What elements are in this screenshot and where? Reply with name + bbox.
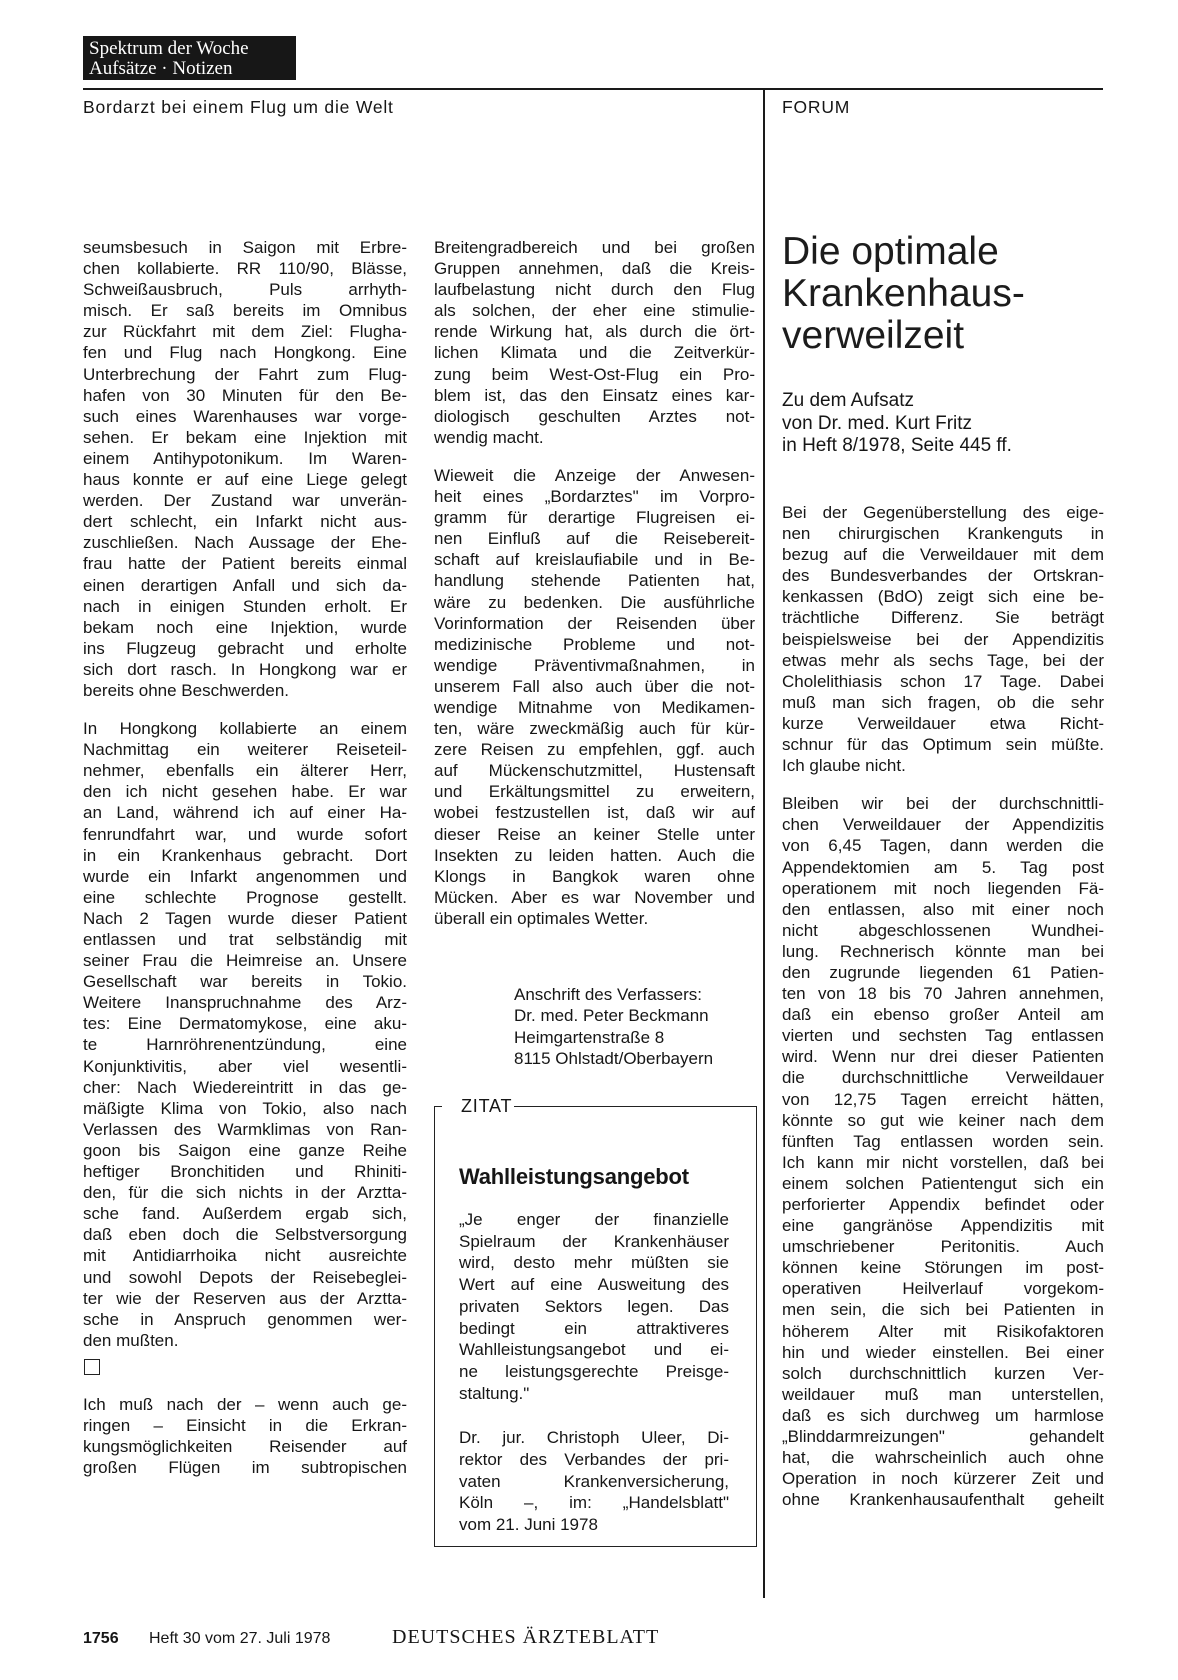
text-line: Gruppen annehmen, daß die Kreis- [434,259,755,279]
paragraph-gap [459,1404,729,1427]
quote-text [459,1209,729,1536]
text-column-1 [83,237,407,1478]
quote-line: Wert auf eine Ausweitung des [459,1275,729,1295]
text-line: des Bundesverbandes der Ortskran- [782,566,1104,586]
text-line: nen Einfluß auf die Reisebereit- [434,529,755,549]
text-line: kungsmöglichkeiten Reisender auf [83,1437,407,1457]
text-line: einem Antihypotonikum. Im Waren- [83,448,407,468]
text-line: chen kollabierte. RR 110/90, Blässe, [83,259,407,279]
text-line: misch. Er saß bereits im Omnibus [83,301,407,321]
text-line: medizinische Probleme und not- [434,634,755,654]
subtitle-line: Zu dem Aufsatz [782,390,915,411]
paragraph-gap [83,701,407,718]
text-line: men sein, die sich bei Patienten in [782,1300,1104,1320]
text-line: muß man sich fragen, ob die sehr [782,692,1104,712]
text-line: Cholelithiasis schon 17 Tage. Dabei [782,671,1104,691]
text-line: handlung stehende Patienten hat, [434,571,755,591]
text-line: cher: Nach Wiedereintritt in das ge- [83,1077,407,1097]
text-line: und Erkältungsmittel zu erweitern, [434,782,755,802]
text-line: unserem Fall also auch über die not- [434,676,755,696]
text-line: bereits ohne Beschwerden. [83,680,290,700]
text-line: wird. Wenn nur drei dieser Patienten [782,1047,1104,1067]
text-line: ter wie der Reserven aus der Arztta- [83,1288,407,1308]
text-line: haus konnte er auf eine Liege gelegt [83,470,407,490]
column-divider [763,88,765,1598]
text-line: die durchschnittliche Verweildauer [782,1068,1104,1088]
text-line: hat, die wahrscheinlich auch ohne [782,1448,1104,1468]
text-line: te Harnröhrenentzündung, eine [83,1035,407,1055]
text-line: an Land, während ich auf einer Ha- [83,803,407,823]
text-line: Nachmittag ein weiterer Reiseteil- [83,740,407,760]
subtitle-line: in Heft 8/1978, Seite 445 ff. [782,435,1012,456]
text-line: Wieweit die Anzeige der Anwesen- [434,465,755,485]
text-line: perforierter Appendix befindet oder [782,1195,1104,1214]
text-line: eine schlechte Prognose gestellt. [83,887,407,907]
text-line: Mücken. Aber es war November und [434,887,755,907]
text-line: umschriebener Peritonitis. Auch [782,1237,1104,1257]
text-line: ten, wäre zweckmäßig auch für kür- [434,719,755,739]
text-line: chen Verweildauer der Appendizitis [782,815,1104,835]
text-line: sehen. Er bekam eine Injektion mit [83,427,407,447]
text-line: goon bis Saigon eine ganze Reihe [83,1140,407,1160]
text-line: Weitere Inanspruchnahme des Arz- [83,993,407,1013]
text-line: den zugrunde liegenden 61 Patien- [782,962,1104,982]
text-line: überall ein optimales Wetter. [434,908,649,928]
text-line: beispielsweise bei der Appendizitis [782,629,1104,649]
text-line: Operation in noch kürzerer Zeit und [782,1469,1104,1489]
text-line: laufbelastung nicht durch den Flug [434,280,755,300]
text-line: könnte so gut wie keiner nach dem [782,1110,1104,1130]
quote-line: privaten Sektors legen. Das [459,1296,729,1316]
quote-line: Spielraum der Krankenhäuser [459,1231,729,1251]
quote-line: ne leistungsgerechte Preisge- [459,1361,729,1381]
section-tag-line1: Spektrum der Woche [89,38,249,59]
text-line: „Blinddarmreizungen" gehandelt [782,1427,1104,1447]
quote-line: Wahlleistungsangebot und ei- [459,1340,729,1360]
text-line: heit eines „Bordarztes" im Vorpro- [434,487,755,507]
text-line: zur Rückfahrt mit dem Ziel: Flugha- [83,322,407,342]
text-line: lichen Klimata und die Zeitverkür- [434,343,755,363]
headline-line: verweilzeit [782,314,965,357]
section-tag-line2: Aufsätze · Notizen [89,58,233,79]
text-line: kenkassen (BdO) zeigt sich eine be- [782,587,1104,607]
text-line: operationem mit noch liegenden Fä- [782,878,1104,898]
paragraph-gap [782,776,1104,793]
text-line: Unterbrechung der Fahrt zum Flug- [83,364,407,384]
text-line: als solchen, der eher eine stimulie- [434,301,755,321]
text-line: gramm für derartige Flugreisen ei- [434,508,755,528]
address-line: Anschrift des Verfassers: [514,985,703,1004]
text-line: sche in Anspruch genommen wer- [83,1309,407,1329]
text-column-3 [782,502,1104,1510]
text-line: hafen von 30 Minuten für den Be- [83,385,407,405]
text-line: höherem Alter mit Risikofaktoren [782,1321,1104,1341]
text-line: Schweißausbruch, Puls arrhyth- [83,280,407,300]
text-line: einen derartigen Anfall und sich da- [83,575,407,595]
text-line: tes: Eine Dermatomykose, eine aku- [83,1014,407,1034]
forum-headline [782,231,1025,357]
text-line: wobei festzustellen ist, daß wir auf [434,803,755,823]
headline-line: Krankenhaus- [782,272,1025,315]
text-line: von 12,75 Tagen erreicht hätten, [782,1089,1104,1109]
text-line: frau hatte der Patient bereits einmal [83,554,407,574]
text-line: werden. Der Zustand war unverän- [83,491,407,511]
text-line: können keine Störungen im post- [782,1258,1104,1278]
text-line: Bei der Gegenüberstellung des eige- [782,503,1104,522]
text-line: daß ein ebenso großer Anteil am [782,1005,1104,1025]
text-line: blem ist, das den Einsatz eines kar- [434,385,755,405]
text-line: wäre zu bedenken. Die ausführliche [434,592,755,612]
text-line: ins Flugzeug gebracht und erholte [83,638,407,658]
text-line: zuschließen. Nach Aussage der Ehe- [83,533,407,553]
text-line: Verlassen des Warmklimas von Ran- [83,1119,407,1139]
text-line: rende Wirkung hat, als durch die ört- [434,322,755,342]
text-line: ohne Krankenhausaufenthalt geheilt [782,1490,1104,1510]
text-line: vierten und sechsten Tag entlassen [782,1026,1104,1046]
text-line: seumsbesuch in Saigon mit Erbre- [83,238,407,257]
text-line: diologisch geschulten Arztes not- [434,406,755,426]
text-line: nehmer, ebenfalls ein älterer Herr, [83,761,407,781]
text-line: in ein Krankenhaus gebracht. Dort [83,845,407,865]
address-line: 8115 Ohlstadt/Oberbayern [514,1049,714,1069]
quote-source-line: vom 21. Juni 1978 [459,1515,598,1535]
text-line: ten von 18 bis 70 Jahren annehmen, [782,984,1104,1004]
section-break-box-icon [84,1359,100,1375]
forum-subtitle [782,390,1012,458]
text-line: daß eben doch die Selbstversorgung [83,1225,407,1245]
issue-info: Heft 30 vom 27. Juli 1978 [149,1630,331,1647]
text-line: Ich glaube nicht. [782,756,906,776]
article-running-title: Bordarzt bei einem Flug um die Welt [83,97,394,117]
text-line: eine gangränöse Appendizitis mit [782,1216,1104,1236]
text-line: solch durchschnittlich kurzen Ver- [782,1363,1104,1383]
text-line: Bleiben wir bei der durchschnittli- [782,794,1104,814]
text-line: auf Mückenschutzmittel, Hustensaft [434,761,755,781]
text-line: Klongs in Bangkok waren ohne [434,866,755,886]
text-line: ringen – Einsicht in die Erkran- [83,1415,407,1435]
address-line: Dr. med. Peter Beckmann [514,1006,709,1026]
text-line: fen und Flug nach Hongkong. Eine [83,343,407,363]
text-line: operativen Heilverlauf vorgekom- [782,1279,1104,1299]
text-line: von 6,45 Tagen, dann werden die [782,836,1104,856]
quote-title: Wahlleistungsangebot [459,1164,689,1189]
text-line: bezug auf die Verweildauer mit dem [782,545,1104,565]
text-line: In Hongkong kollabierte an einem [83,719,407,739]
author-address [514,984,713,1070]
text-line: nen chirurgischen Krankenguts in [782,524,1104,544]
text-line: den entlassen, also mit einer noch [782,899,1104,919]
text-line: und sowohl Depots der Reisebeglei- [83,1267,407,1287]
text-line: wendige Mitnahme von Medikamen- [434,697,755,717]
text-line: Appendektomien am 5. Tag post [782,857,1104,877]
quote-source-line: Dr. jur. Christoph Uleer, Di- [459,1428,729,1448]
headline-line: Die optimale [782,230,999,273]
text-line: kurze Verweildauer etwa Richt- [782,713,1104,733]
text-line: weildauer muß man unterstellen, [782,1384,1104,1404]
text-line: fenrundfahrt war, und wurde sofort [83,824,407,844]
text-line: such eines Warenhauses war vorge- [83,406,407,426]
quote-line: „Je enger der finanzielle [459,1210,729,1229]
text-line: fünften Tag entlassen worden sein. [782,1131,1104,1151]
text-line: Nach 2 Tagen wurde dieser Patient [83,908,407,928]
text-line: wurde ein Infarkt angenommen und [83,866,407,886]
text-line: Ich muß nach der – wenn auch ge- [83,1394,407,1414]
text-line: Gesellschaft war bereits in Tokio. [83,972,407,992]
text-line: heftiger Bronchitiden und Rhiniti- [83,1162,407,1182]
text-line: den, für die sich nichts in der Arztta- [83,1183,407,1203]
quote-box-label: ZITAT [461,1096,513,1116]
text-line: nach in einigen Stunden erholt. Er [83,596,407,616]
text-line: schaft auf kreislaufiabile und in Be- [434,550,755,570]
text-line: Vorinformation der Reisenden über [434,613,755,633]
text-line: lung. Rechnerisch könnte man bei [782,941,1104,961]
text-column-2 [434,237,755,929]
subtitle-line: von Dr. med. Kurt Fritz [782,412,973,434]
text-line: zere Reisen zu empfehlen, ggf. auch [434,740,755,760]
text-line: seiner Frau die Heimreise an. Unsere [83,951,407,971]
section-tag [83,36,296,80]
text-line: großen Flügen im subtropischen [83,1458,407,1478]
text-line: Ich kann mir nicht vorstellen, daß bei [782,1152,1104,1172]
address-line: Heimgartenstraße 8 [514,1027,665,1047]
text-line: sche fand. Außerdem ergab sich, [83,1204,407,1224]
text-line: dieser Reise an keiner Stelle unter [434,824,755,844]
text-line: dert schlecht, ein Infarkt nicht aus- [83,512,407,532]
text-line: bekam noch eine Injektion, wurde [83,617,407,637]
text-line: hin und wieder einstellen. Bei einer [782,1342,1104,1362]
text-line: schnur für das Optimum sein müßte. [782,735,1104,755]
text-line: wendige Präventivmaßnahmen, in [434,655,755,675]
text-line: einem solchen Patientengut sich ein [782,1173,1104,1193]
text-line: Konjunktivitis, aber viel wesentli- [83,1056,407,1076]
text-line: Breitengradbereich und bei großen [434,238,755,257]
quote-line: staltung." [459,1383,530,1403]
quote-source-line: vaten Krankenversicherung, [459,1471,729,1491]
header-rule [83,88,1103,90]
text-line: zung beim West-Ost-Flug ein Pro- [434,364,755,384]
text-line: daß es sich durchweg um harmlose [782,1405,1104,1425]
text-line: mäßigte Klima von Tokio, also nach [83,1098,407,1118]
text-line: etwas mehr als sechs Tage, bei der [782,650,1104,670]
quote-line: wird, desto mehr müßten sie [459,1253,729,1273]
text-line: den ich nicht gesehen habe. Er war [83,782,407,802]
text-line: mit Antidiarrhoika nicht ausreichte [83,1246,407,1266]
journal-name: DEUTSCHES ÄRZTEBLATT [392,1626,660,1648]
quote-line: bedingt ein attraktiveres [459,1318,729,1338]
quote-source-line: rektor des Verbandes der pri- [459,1450,729,1470]
text-line: Insekten zu leiden hatten. Auch die [434,845,755,865]
forum-label: FORUM [782,97,851,117]
page-number: 1756 [83,1630,119,1647]
text-line: trächtliche Differenz. Sie beträgt [782,608,1104,628]
text-line: sich dort rasch. In Hongkong war er [83,659,407,679]
quote-source-line: Köln –, im: „Handelsblatt" [459,1493,729,1513]
text-line: wendig macht. [434,427,544,447]
text-line: entlassen und trat selbständig mit [83,930,407,949]
paragraph-gap [434,448,755,465]
text-line: nicht abgeschlossenen Wundhei- [782,920,1104,940]
text-line: den mußten. [83,1330,179,1350]
